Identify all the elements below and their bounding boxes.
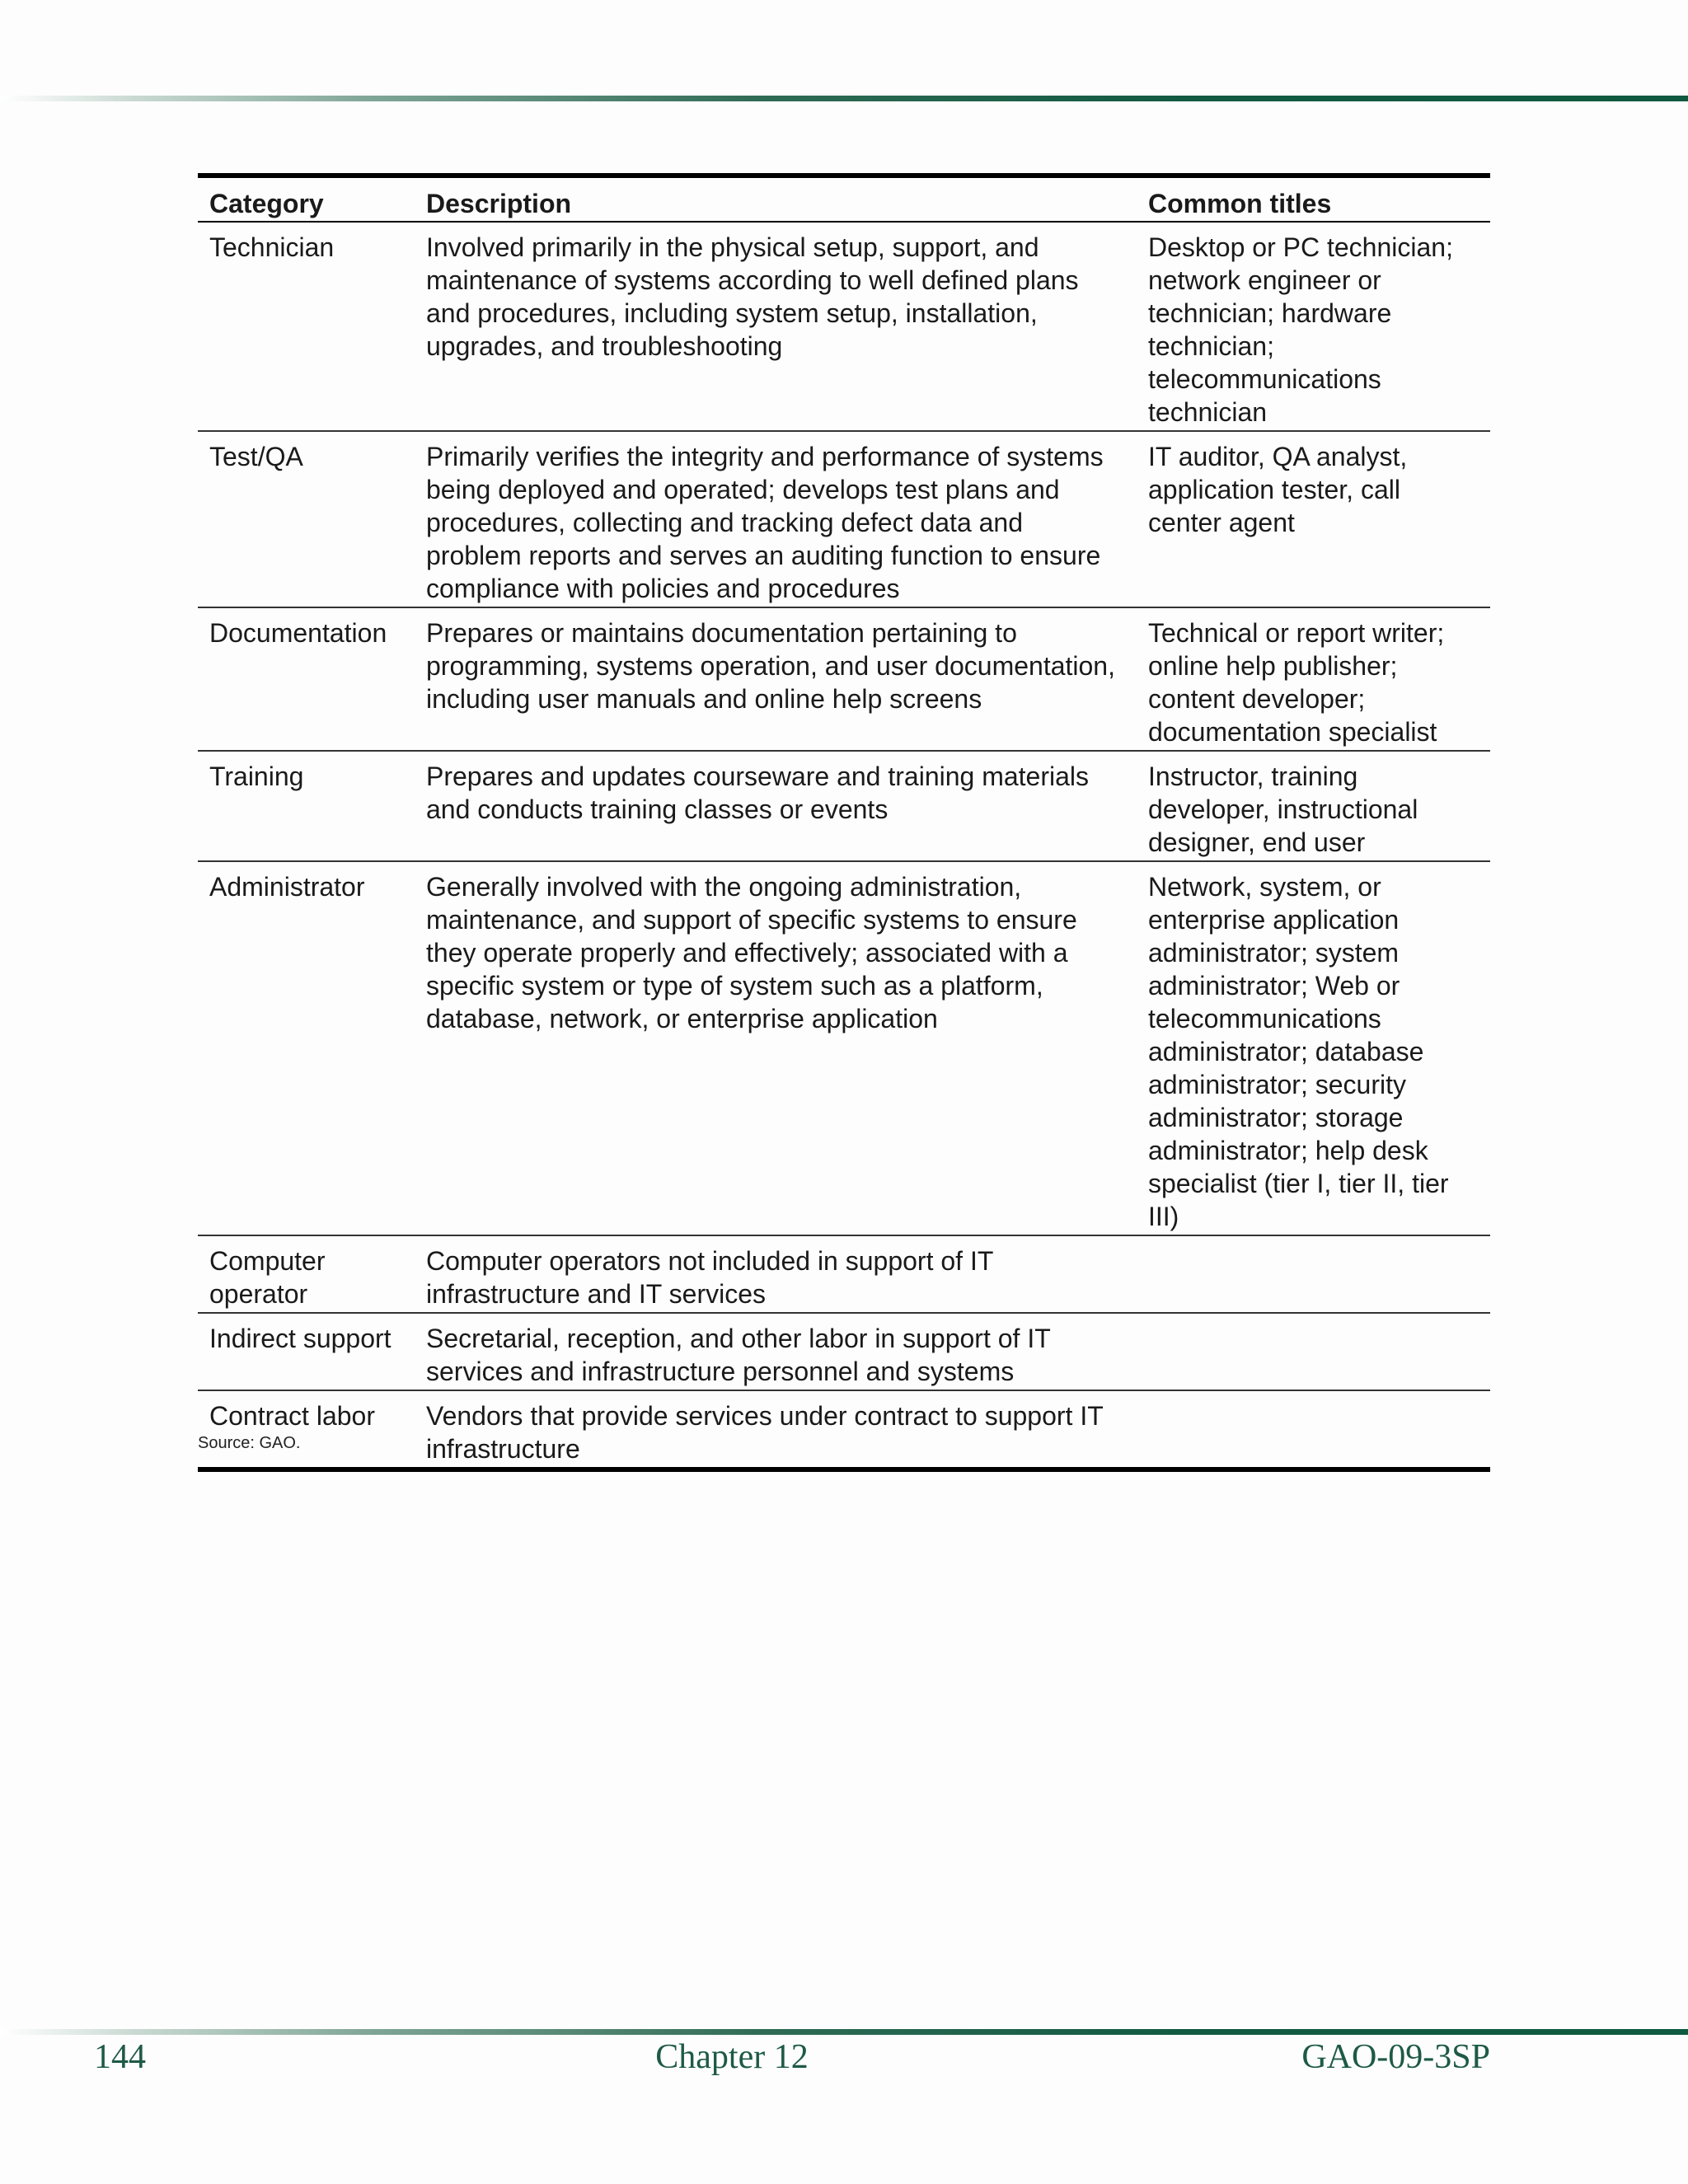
page-number: 144 [94,2038,146,2076]
category-cell: Test/QA [198,431,415,607]
common-titles-cell [1137,1235,1490,1313]
description-cell: Generally involved with the ongoing administration, maintenance, and support of specific systems to ensure they operate properly and effectively; associated with a specific system or type of system such as a platform, database, network, or enterprise application [415,861,1137,1235]
table-row [198,861,1490,1235]
table-row [198,607,1490,751]
description-cell: Prepares or maintains documentation pertaining to programming, systems operation, and user documentation, including user manuals and online help screens [415,607,1137,751]
chapter-label: Chapter 12 [655,2038,809,2076]
footer-rule [0,2029,1688,2035]
header-rule [0,96,1688,101]
common-titles-cell [1137,1390,1490,1469]
category-cell: Technician [198,222,415,431]
category-cell: Training [198,751,415,861]
source-note: Source: GAO. [198,1434,301,1452]
description-cell: Prepares and updates courseware and training materials and conducts training classes or events [415,751,1137,861]
common-titles-cell: IT auditor, QA analyst, application tester, call center agent [1137,431,1490,607]
table-row [198,751,1490,861]
description-cell: Computer operators not included in support of IT infrastructure and IT services [415,1235,1137,1313]
description-cell: Secretarial, reception, and other labor in support of IT services and infrastructure personnel and systems [415,1313,1137,1390]
description-cell: Vendors that provide services under contract to support IT infrastructure [415,1390,1137,1469]
table-row [198,431,1490,607]
document-id: GAO-09-3SP [1301,2038,1490,2076]
category-cell: Documentation [198,607,415,751]
column-header-common-titles: Common titles [1137,176,1490,222]
table-container [198,173,1490,1472]
description-cell: Involved primarily in the physical setup, support, and maintenance of systems according to well defined plans and procedures, including system setup, installation, upgrades, and troubleshooting [415,222,1137,431]
table-row [198,1313,1490,1390]
category-cell: Administrator [198,861,415,1235]
table-row [198,1235,1490,1313]
category-cell: Indirect support [198,1313,415,1390]
table-header-row [198,176,1490,222]
column-header-description: Description [415,176,1137,222]
common-titles-cell: Network, system, or enterprise application administrator; system administrator; Web or telecommunications administrator; database administrator; security administrator; storage administrator; help desk specialist (tier I, tier II, tier III) [1137,861,1490,1235]
roles-table [198,173,1490,1472]
description-cell: Primarily verifies the integrity and performance of systems being deployed and operated; develops test plans and procedures, collecting and tracking defect data and problem reports and serves an auditing function to ensure compliance with policies and procedures [415,431,1137,607]
common-titles-cell [1137,1313,1490,1390]
common-titles-cell: Instructor, training developer, instructional designer, end user [1137,751,1490,861]
column-header-category: Category [198,176,415,222]
common-titles-cell: Desktop or PC technician; network engineer or technician; hardware technician; telecommunications technician [1137,222,1490,431]
category-cell: Contract labor [198,1390,415,1469]
category-cell: Computer operator [198,1235,415,1313]
table-row [198,1390,1490,1469]
common-titles-cell: Technical or report writer; online help publisher; content developer; documentation specialist [1137,607,1490,751]
table-row [198,222,1490,431]
